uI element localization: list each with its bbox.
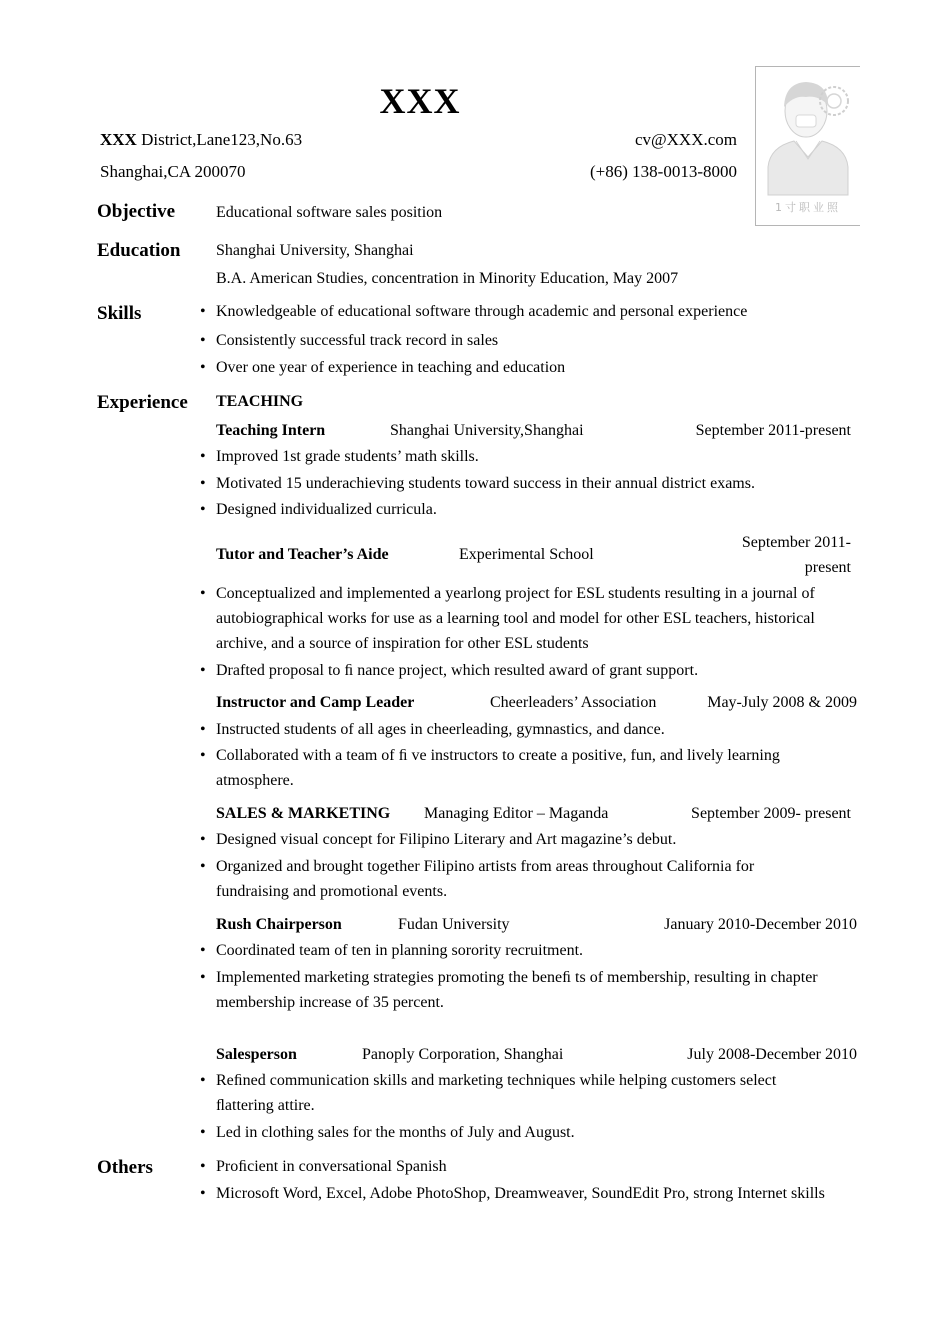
job-bullet: Improved 1st grade students’ math skills. [216, 448, 479, 465]
job-bullet: Organized and brought together Filipino artists from areas throughout California for fundraising and promotional events. [216, 858, 755, 900]
job-date: September 2011- [741, 534, 851, 551]
bullet-icon: • [200, 942, 206, 959]
skill-item: Knowledgeable of educational software through academic and personal experience [216, 303, 748, 320]
job-bullet: Led in clothing sales for the months of July and August. [216, 1124, 575, 1141]
job-org: Fudan University [398, 916, 510, 933]
job-title: Rush Chairperson [216, 916, 342, 933]
job-date: July 2008-December 2010 [687, 1046, 857, 1063]
job-bullet: Reﬁned communication skills and marketing techniques while helping customers select ﬂattering attire. [216, 1072, 777, 1114]
job-title: Instructor and Camp Leader [216, 694, 415, 711]
phone: (+86) 138-0013-8000 [590, 162, 737, 181]
job-org: Cheerleaders’ Association [490, 694, 657, 711]
job-date: January 2010-December 2010 [664, 916, 857, 933]
job-org: Shanghai University,Shanghai [390, 422, 584, 439]
teaching-label: TEACHING [216, 393, 304, 410]
address-line-1 [100, 130, 302, 150]
bullet-icon: • [200, 969, 206, 986]
job-org: Panoply Corporation, Shanghai [362, 1046, 564, 1063]
job-title: Teaching Intern [216, 422, 326, 439]
others-heading: Others [97, 1157, 153, 1178]
skill-item: Over one year of experience in teaching and education [216, 359, 566, 376]
bullet-icon: • [200, 747, 206, 764]
others-item: Microsoft Word, Excel, Adobe PhotoShop, Dreamweaver, SoundEdit Pro, strong Internet skills [216, 1185, 825, 1202]
address-rest: District,Lane123,No.63 [136, 130, 303, 149]
job-date: present [804, 559, 851, 576]
job-bullet: Designed visual concept for Filipino Literary and Art magazine’s debut. [216, 831, 677, 848]
education-degree: B.A. American Studies, concentration in Minority Education, May 2007 [216, 270, 679, 287]
bullet-icon: • [200, 475, 206, 492]
job-bullet: Implemented marketing strategies promoting the beneﬁ ts of membership, resulting in chapter membership increase of 35 percent. [216, 969, 818, 1011]
job-org: Managing Editor – Maganda [424, 805, 609, 822]
job-title: SALES & MARKETING [216, 805, 391, 822]
profile-photo [755, 66, 860, 226]
education-heading: Education [97, 240, 181, 261]
job-title: Salesperson [216, 1046, 297, 1063]
bullet-icon: • [200, 662, 206, 679]
bullet-icon: • [200, 1185, 206, 1202]
job-org: Experimental School [459, 546, 594, 563]
job-bullet: Coordinated team of ten in planning sorority recruitment. [216, 942, 584, 959]
job-date: May-July 2008 & 2009 [707, 694, 857, 711]
bullet-icon: • [200, 359, 206, 376]
job-date: September 2009- present [691, 805, 851, 822]
address-bold: XXX [100, 130, 137, 149]
job-bullet: Collaborated with a team of ﬁ ve instructors to create a positive, fun, and lively learning atmosphere. [216, 747, 780, 789]
bullet-icon: • [200, 831, 206, 848]
candidate-name: XXX [379, 81, 461, 121]
job-bullet: Motivated 15 underachieving students toward success in their annual district exams. [216, 475, 755, 492]
address-line-2: Shanghai,CA 200070 [100, 162, 246, 181]
job-bullet: Conceptualized and implemented a yearlong project for ESL students resulting in a journal of autobiographical works for use as a learning tool and model for other ESL teachers, historical archive, and a source of inspiration for other ESL students [216, 585, 815, 652]
job-bullet: Drafted proposal to ﬁ nance project, which resulted award of grant support. [216, 662, 699, 679]
bullet-icon: • [200, 1072, 206, 1089]
bullet-icon: • [200, 858, 206, 875]
experience-heading: Experience [97, 392, 188, 413]
objective-text: Educational software sales position [216, 204, 443, 221]
bullet-icon: • [200, 303, 206, 320]
job-bullet: Instructed students of all ages in cheerleading, gymnastics, and dance. [216, 721, 665, 738]
others-item: Proﬁcient in conversational Spanish [216, 1158, 447, 1175]
education-school: Shanghai University, Shanghai [216, 242, 414, 259]
bullet-icon: • [200, 332, 206, 349]
job-date: September 2011-present [695, 422, 851, 439]
skill-item: Consistently successful track record in sales [216, 332, 499, 349]
objective-heading: Objective [97, 201, 176, 222]
bullet-icon: • [200, 585, 206, 602]
bullet-icon: • [200, 448, 206, 465]
photo-caption: 1寸职业照 [775, 201, 841, 214]
bullet-icon: • [200, 721, 206, 738]
skills-heading: Skills [97, 303, 142, 324]
email: cv@XXX.com [634, 130, 737, 149]
job-title: Tutor and Teacher’s Aide [216, 546, 389, 563]
bullet-icon: • [200, 501, 206, 518]
bullet-icon: • [200, 1158, 206, 1175]
job-bullet: Designed individualized curricula. [216, 501, 437, 518]
bullet-icon: • [200, 1124, 206, 1141]
